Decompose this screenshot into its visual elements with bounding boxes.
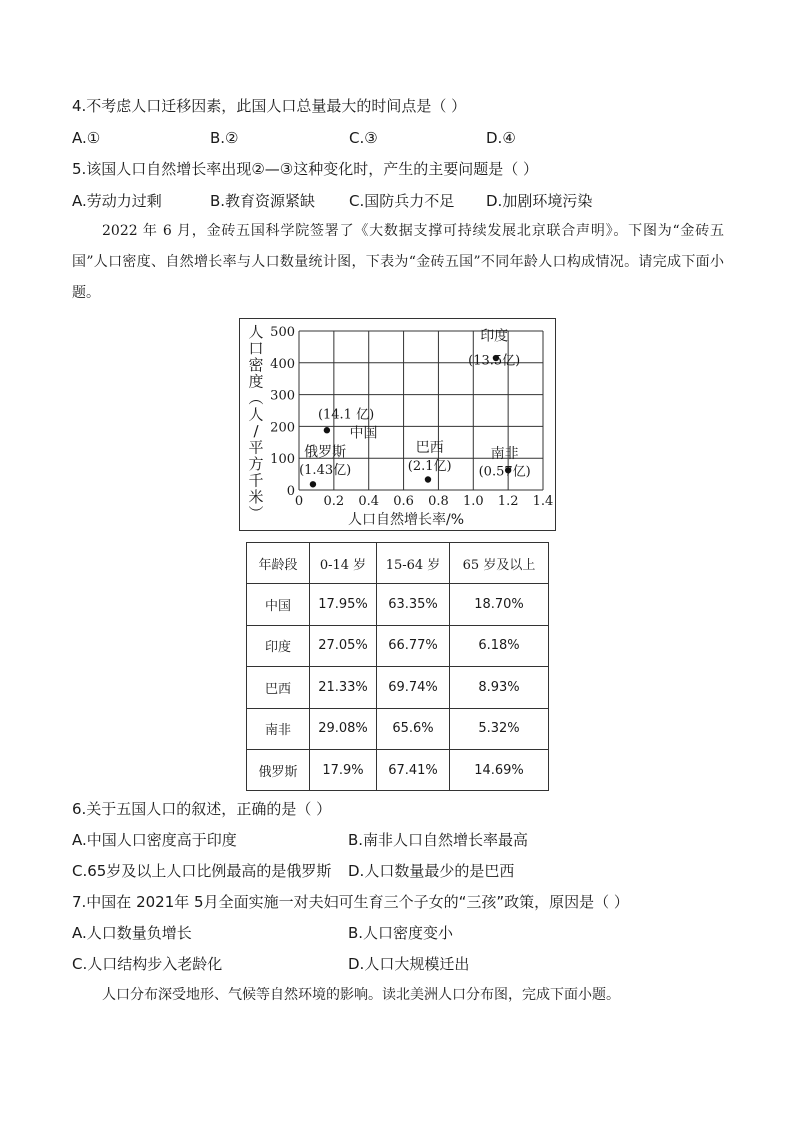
table-cell: 67.41% (377, 749, 450, 790)
x-tick-label: 1.4 (532, 494, 554, 509)
table-header-cell: 65 岁及以上 (450, 543, 549, 584)
table-cell: 27.05% (310, 625, 377, 666)
table-cell: 65.6% (377, 708, 450, 749)
y-tick-label: 300 (270, 388, 295, 404)
outro-paragraph (72, 980, 724, 1011)
point-country-label: 中国 (349, 425, 378, 442)
table-cell: 17.95% (310, 584, 377, 625)
point-country-label: 印度 (480, 328, 509, 345)
table-header-cell: 0-14 岁 (310, 543, 377, 584)
q7-stem: 7.中国在 2021年 5月全面实施一对夫妇可生育三个子女的“三孩”政策，原因是（ ） (72, 893, 629, 911)
x-tick-label: 0.6 (393, 494, 414, 509)
q7-option-b[interactable]: B.人口密度变小 (348, 924, 454, 942)
data-point (425, 476, 431, 482)
x-tick-label: 1.0 (462, 494, 484, 509)
point-population-label: (14.1 亿) (317, 407, 375, 423)
table-cell: 6.18% (450, 625, 549, 666)
data-point (310, 481, 316, 487)
outro-text: 人口分布深受地形、气候等自然环境的影响。读北美洲人口分布图，完成下面小题。 (102, 987, 620, 1003)
y-axis-label-char: ︵ (248, 389, 264, 407)
y-axis-label-char: ∕ (253, 422, 259, 440)
q5-option-d[interactable]: D.加剧环境污染 (486, 192, 593, 210)
q7-option-a[interactable]: A.人口数量负增长 (72, 924, 192, 942)
table-header-cell: 15-64 岁 (377, 543, 450, 584)
table-header-cell: 年龄段 (247, 543, 310, 584)
y-axis-label-char: 人 (248, 405, 264, 424)
q4-option-b[interactable]: B.② (210, 129, 239, 147)
x-tick-label: 0.2 (323, 494, 345, 509)
table-cell-country: 中国 (247, 584, 310, 625)
q6-option-a[interactable]: A.中国人口密度高于印度 (72, 831, 237, 849)
x-tick-label: 0.8 (428, 494, 449, 509)
table-cell: 14.69% (450, 749, 549, 790)
y-tick-label: 500 (270, 325, 295, 340)
y-axis-label-char: 米 (248, 488, 264, 506)
x-tick-label: 0 (294, 494, 304, 509)
q4-option-a[interactable]: A.① (72, 129, 101, 147)
q7-option-c[interactable]: C.人口结构步入老龄化 (72, 955, 223, 973)
table-cell: 69.74% (377, 667, 450, 708)
table-row (247, 584, 549, 625)
y-axis-label-char: 口 (248, 339, 264, 358)
table-cell: 18.70% (450, 584, 549, 625)
q6-stem: 6.关于五国人口的叙述，正确的是（ ） (72, 800, 332, 818)
table-cell: 29.08% (310, 708, 377, 749)
intro-paragraph (72, 216, 724, 309)
intro-text: 2022 年 6 月，金砖五国科学院签署了《大数据支撑可持续发展北京联合声明》。下图为“金砖五国”人口密度、自然增长率与人口数量统计图，下表为“金砖五国”不同年龄人口构成情况。请完成下面小题。 (72, 223, 724, 301)
table-cell-country: 巴西 (247, 667, 310, 708)
point-population-label: (1.43亿) (299, 463, 352, 479)
table-cell: 21.33% (310, 667, 377, 708)
y-axis-label-char: ︶ (248, 504, 264, 523)
x-axis-label: 人口自然增长率/% (347, 512, 465, 528)
y-tick-label: 200 (270, 420, 295, 436)
y-axis-label-char: 密 (248, 356, 264, 374)
table-cell: 5.32% (450, 708, 549, 749)
y-tick-label: 0 (286, 484, 295, 499)
q6-option-b[interactable]: B.南非人口自然增长率最高 (348, 831, 529, 849)
q5-option-b[interactable]: B.教育资源紧缺 (210, 192, 316, 210)
q7-option-d[interactable]: D.人口大规模迁出 (348, 955, 470, 973)
point-population-label: (13.5亿) (468, 353, 521, 369)
q5-option-a[interactable]: A.劳动力过剩 (72, 192, 162, 210)
table-cell: 66.77% (377, 625, 450, 666)
table-cell-country: 俄罗斯 (247, 749, 310, 790)
table-row (247, 625, 549, 666)
y-axis-label-char: 千 (248, 471, 264, 490)
x-tick-label: 1.2 (497, 494, 519, 509)
table-row (247, 749, 549, 790)
data-point (324, 427, 330, 433)
q4-option-c[interactable]: C.③ (349, 129, 378, 147)
table-cell: 8.93% (450, 667, 549, 708)
point-country-label: 南非 (490, 446, 519, 463)
y-axis-label-char: 度 (248, 372, 264, 391)
point-population-label: (2.1亿) (407, 458, 452, 474)
q4-stem: 4.不考虑人口迁移因素，此国人口总量最大的时间点是（ ） (72, 97, 467, 115)
y-tick-label: 400 (270, 356, 295, 372)
x-tick-label: 0.4 (358, 494, 380, 509)
table-cell: 63.35% (377, 584, 450, 625)
population-density-chart (239, 318, 556, 531)
table-cell-country: 印度 (247, 625, 310, 666)
age-structure-table (246, 542, 549, 791)
q6-option-d[interactable]: D.人口数量最少的是巴西 (348, 862, 515, 880)
point-country-label: 俄罗斯 (304, 444, 347, 461)
chart-svg (240, 319, 557, 532)
y-axis-label-char: 方 (248, 455, 264, 473)
q5-stem: 5.该国人口自然增长率出现②—③这种变化时，产生的主要问题是（ ） (72, 160, 538, 178)
table-row (247, 708, 549, 749)
y-axis-label (248, 323, 263, 523)
point-population-label: (0.57亿) (478, 464, 531, 480)
q4-option-d[interactable]: D.④ (486, 129, 516, 147)
table-cell: 17.9% (310, 749, 377, 790)
y-axis-label-char: 人 (248, 323, 264, 341)
y-axis-label-char: 平 (248, 438, 264, 457)
table-cell-country: 南非 (247, 708, 310, 749)
table-header-row (247, 543, 549, 584)
y-tick-label: 100 (270, 452, 295, 468)
point-country-label: 巴西 (415, 439, 444, 456)
q5-option-c[interactable]: C.国防兵力不足 (349, 192, 455, 210)
q6-option-c[interactable]: C.65岁及以上人口比例最高的是俄罗斯 (72, 862, 332, 880)
table-row (247, 667, 549, 708)
